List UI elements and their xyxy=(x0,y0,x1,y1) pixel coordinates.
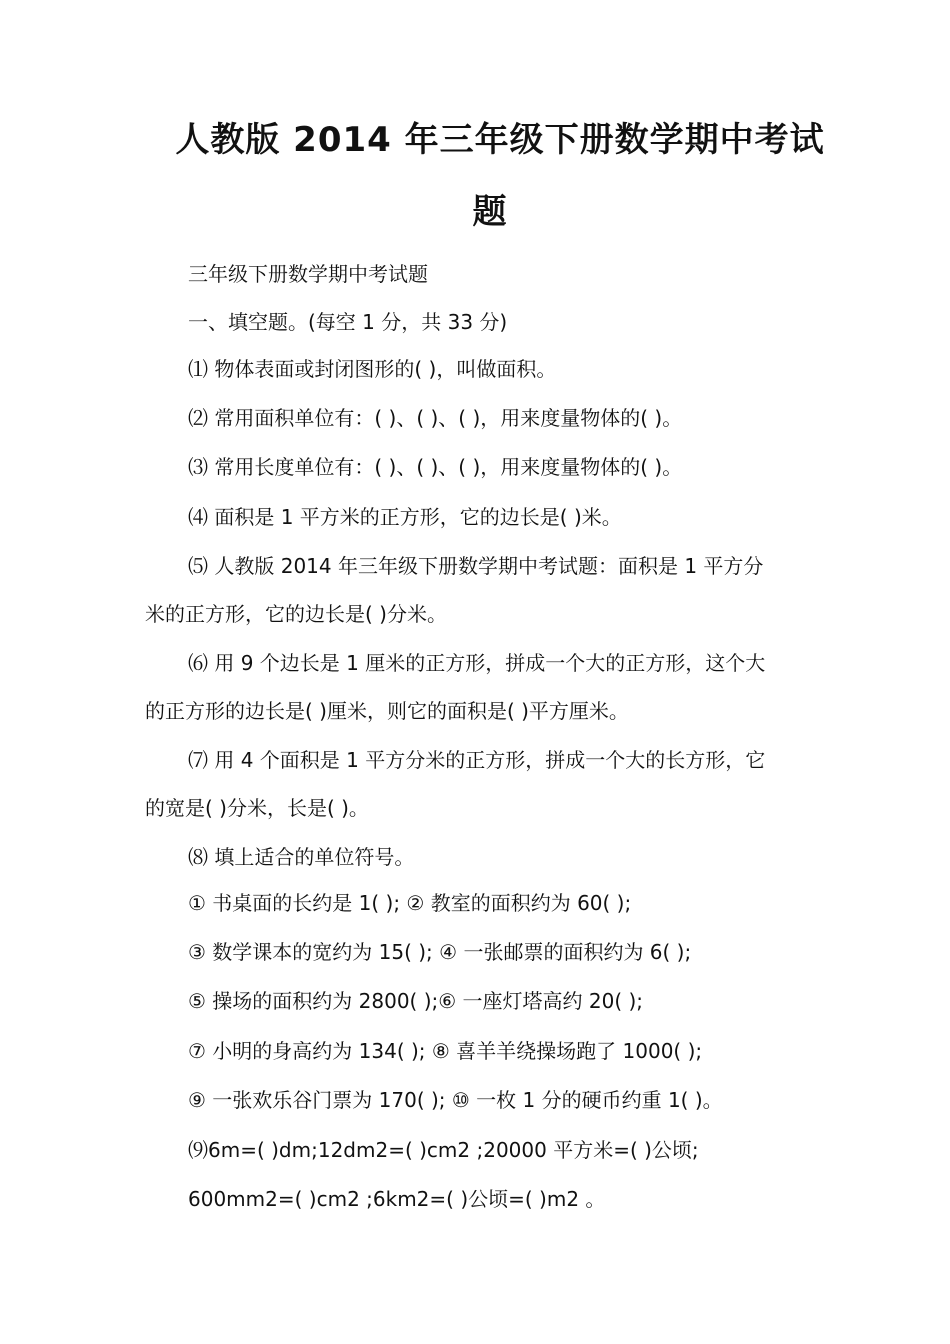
question-4: ⑷ 面积是 1 平方米的正方形，它的边长是( )米。 xyxy=(188,505,622,529)
question-5-line-2: 米的正方形，它的边长是( )分米。 xyxy=(145,602,447,626)
document-title-line-2: 题 xyxy=(472,192,508,232)
question-8-row-4: ⑦ 小明的身高约为 134( ); ⑧ 喜羊羊绕操场跑了 1000( ); xyxy=(188,1039,703,1063)
question-8-row-2: ③ 数学课本的宽约为 15( ); ④ 一张邮票的面积约为 6( ); xyxy=(188,940,692,964)
question-2: ⑵ 常用面积单位有：( )、( )、( )，用来度量物体的( )。 xyxy=(188,406,683,430)
question-8-row-5: ⑨ 一张欢乐谷门票为 170( ); ⑩ 一枚 1 分的硬币约重 1( )。 xyxy=(188,1088,723,1112)
question-8-row-1: ① 书桌面的长约是 1( ); ② 教室的面积约为 60( ); xyxy=(188,891,632,915)
section-heading: 一、填空题。(每空 1 分，共 33 分) xyxy=(188,310,508,334)
question-7-line-1: ⑺ 用 4 个面积是 1 平方分米的正方形，拼成一个大的长方形，它 xyxy=(188,748,766,772)
question-7-line-2: 的宽是( )分米，长是( )。 xyxy=(145,796,369,820)
question-3: ⑶ 常用长度单位有：( )、( )、( )，用来度量物体的( )。 xyxy=(188,455,683,479)
question-6-line-1: ⑹ 用 9 个边长是 1 厘米的正方形，拼成一个大的正方形，这个大 xyxy=(188,651,766,675)
subtitle: 三年级下册数学期中考试题 xyxy=(188,262,428,286)
document-title-line-1: 人教版 2014 年三年级下册数学期中考试 xyxy=(175,120,825,160)
question-8-row-3: ⑤ 操场的面积约为 2800( );⑥ 一座灯塔高约 20( ); xyxy=(188,989,644,1013)
question-8: ⑻ 填上适合的单位符号。 xyxy=(188,845,415,869)
question-9-line-1: ⑼6m=( )dm;12dm2=( )cm2 ;20000 平方米=( )公顷; xyxy=(188,1138,699,1162)
question-6-line-2: 的正方形的边长是( )厘米，则它的面积是( )平方厘米。 xyxy=(145,699,629,723)
question-5-line-1: ⑸ 人教版 2014 年三年级下册数学期中考试题：面积是 1 平方分 xyxy=(188,554,764,578)
question-9-line-2: 600mm2=( )cm2 ;6km2=( )公顷=( )m2 。 xyxy=(188,1187,606,1211)
question-1: ⑴ 物体表面或封闭图形的( )，叫做面积。 xyxy=(188,357,557,381)
